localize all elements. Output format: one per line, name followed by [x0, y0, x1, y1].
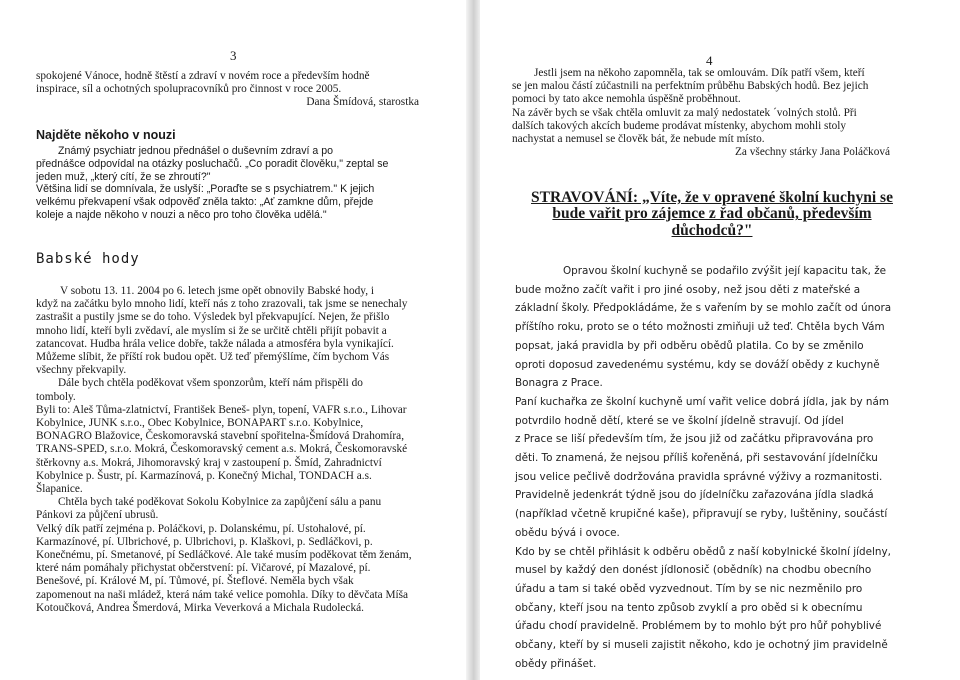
text-line: BONAGRO Blažovice, Českomoravská stavební spořitelna-Šmídová Drahomíra, [36, 430, 405, 443]
text-line: (například včetně krupičné kaše), připravují se ryby, luštěniny, součástí [515, 508, 888, 521]
text-line: velkému překvapení však odpověď zněla takto: „Ať zamkne dům, přejde [36, 196, 374, 209]
text-line: obědu bývá i ovoce. [515, 526, 620, 539]
headline-line: STRAVOVÁNÍ: „Víte, že v opravené školní kuchyni se [531, 189, 893, 206]
text-line: popsat, jaká pravidla by při odběru obědů platila. Co by se změnilo [515, 339, 864, 352]
text-line: dalších takových akcích budeme prodávat místenky, abychom mohli stoly [512, 119, 847, 132]
babske-hody-title: Babské hody [36, 251, 140, 267]
text-line: štěrkovny a.s. Mokrá, Jihomoravský kraj v zastoupení p. Šmíd, Zahradnictví [36, 456, 382, 469]
headline-line: bude vařit pro zájemce z řad občanů, především [552, 205, 872, 223]
closing-paragraph [512, 67, 890, 159]
text-line: inspirace, síl a ochotných spolupracovníků pro činnost v roce 2005. [36, 83, 342, 96]
text-line: úřadu chodí pravidelně. Problémem by to mohlo být pro hůř pohyblivé [515, 620, 882, 633]
right-page [480, 0, 960, 680]
text-line: Bonagra z Prace. [515, 377, 603, 390]
text-line: Byli to: Aleš Tůma-zlatnictví, František Beneš- plyn, topení, VAFR s.r.o., Lihovar [36, 403, 407, 416]
headline-line: důchodců?" [671, 221, 753, 239]
text-line: Karmazínové, pí. Ulbrichové, p. Ulbrichovi, p. Klaškovi, p. Sedláčkovi, p. [36, 535, 373, 548]
text-line: Šlapanice. [36, 483, 83, 496]
text-line: zapomenout na naši mládež, která nám také velice pomohla. Díky to děvčata Míša [36, 588, 409, 601]
text-line: jsou velice pečlivě dodržována pravidla správné výživy a rozmanitosti. [515, 470, 883, 483]
text-line: Kobylnice, JUNK s.r.o., Obec Kobylnice, BONAPART s.r.o. Kobylnice, [36, 417, 364, 430]
text-line: všechny překvapily. [36, 364, 127, 377]
text-line: Jestli jsem na někoho zapomněla, tak se omlouvám. Dík patří všem, kteří [534, 67, 865, 79]
text-line: potvrdilo hodně dětí, které se ve školní jídelně stravují. Od jídel [515, 414, 844, 427]
text-line: TRANS-SPED, s.r.o. Mokrá, Českomoravský cement a.s. Mokrá, Českomoravské [36, 443, 408, 456]
page-number: 3 [230, 48, 237, 63]
text-line: Kdo by se chtěl přihlásit k odběru obědů z naší kobylnické školní jídelny, [515, 545, 891, 558]
text-line: bude možno začít vařit i pro jiné osoby, než jsou děti z mateřské a [515, 283, 861, 296]
text-line: Velký dík patří zejména p. Poláčkovi, p. Dolanskému, pí. Ustohalové, pí. [36, 522, 366, 535]
text-line: pomoci by tato akce nemohla úspěšně proběhnout. [512, 93, 741, 106]
page-number: 4 [706, 53, 713, 68]
text-line: musel by každý den donést jídlonosič (obědník) na chodbu obecního [515, 564, 872, 577]
text-line: Paní kuchařka ze školní kuchyně umí vařit velice dobrá jídla, jak by nám [515, 395, 889, 408]
text-line: nachystat a nemusel se člověk bát, že nebude mít místo. [512, 133, 765, 146]
text-line: Kobylnice p. Šustr, pí. Karmazínová, p. Konečný Michal, TONDACH a.s. [36, 469, 372, 482]
text-line: příštího roku, proto se o této možnosti zmiňuji už teď. Chtěla bych Vám [515, 321, 885, 334]
text-line: když na začátku bylo mnoho lidí, kteří nás z toho zrazovali, tak jsme se nenechaly [36, 298, 408, 311]
text-line: V sobotu 13. 11. 2004 po 6. letech jsme opět obnovily Babské hody, i [60, 285, 374, 297]
text-line: které nám pomáhaly přichystat občerstvení: pí. Vičarové, pí Mazalové, pí. [36, 562, 371, 575]
section-title: Najděte někoho v nouzi [36, 128, 176, 142]
text-line: Můžeme slíbit, že příští rok budou opět. Už teď přemýšlíme, čím bychom Vás [36, 351, 390, 364]
intro-signature: Dana Šmídová, starostka [306, 96, 419, 109]
text-line: z Prace se liší především tím, že jsou již od začátku připravována pro [515, 433, 874, 446]
text-line: Většina lidí se domnívala, že uslyší: „Poraďte se s psychiatrem." K jejich [36, 183, 375, 196]
text-line: úřadu a tam si také oběd vyzvednout. Tím by se nic nezměnilo pro [515, 582, 863, 595]
text-line: Známý psychiatr jednou přednášel o duševním zdraví a po [58, 145, 333, 157]
text-line: Konečnému, pí. Smetanové, pí Sedláčkové. Ale také musím poděkovat těm ženám, [36, 549, 412, 562]
text-line: Na závěr bych se však chtěla omluvit za malý nedostatek ´volných stolů. Při [512, 106, 857, 119]
text-line: spokojené Vánoce, hodně štěstí a zdraví v novém roce a především hodně [36, 70, 370, 82]
text-line: zastrašit a pustily jsme se do toho. Výsledek byl překvapující. Nejen, že přišlo [36, 311, 390, 324]
intro-paragraph [36, 70, 419, 110]
text-line: oproti doposud zavedenému systému, kdy se dováží obědy z kuchyně [515, 358, 880, 371]
text-line: Benešové, pí. Králové M, pí. Tůmové, pí. Šteflové. Neměla bych však [36, 575, 354, 588]
text-line: občany, kteří by si museli zajistit někoho, kdo je ochotný jim pravidelně [515, 639, 888, 652]
text-line: koleje a najde někoho v nouzi a něco pro toho člověka udělá." [36, 208, 327, 221]
text-line: mnoho lidí, kteří byli zvědaví, ale myslím si že se určitě chtěli přijít pobavit a [36, 324, 387, 337]
text-line: Chtěla bych také poděkovat Sokolu Kobylnice za zapůjčení sálu a panu [58, 496, 382, 509]
closing-signature: Za všechny stárky Jana Poláčková [735, 146, 890, 159]
text-line: tomboly. [36, 390, 76, 403]
text-line: Pravidelně jedenkrát týdně jsou do jídelníčku zařazována jídla sladká [515, 489, 874, 502]
handwritten-article [515, 262, 907, 673]
text-line: jeden muž, „který cítí, že se zhroutí?" [36, 170, 211, 183]
text-line: základní školy. Předpokládáme, že s vařením by se mohlo začít od února [515, 302, 892, 315]
text-line: Dále bych chtěla poděkovat všem sponzorům, kteří nám přispěli do [58, 377, 363, 390]
anecdote-paragraph [36, 145, 419, 222]
stravovani-headline [512, 190, 912, 239]
text-line: zatancovat. Hudba hrála velice dobře, takže nálada a atmosféra byla vynikající. [36, 337, 394, 350]
text-line: občany, kteří jsou na tento způsob zvyklí a pro oběd si k obecnímu [515, 601, 863, 614]
left-page [0, 0, 466, 680]
text-line: obědy přinášet. [515, 657, 597, 670]
text-line: děti. To znamená, že nejsou příliš kořeněná, při sestavování jídelníčku [515, 452, 878, 465]
text-line: přednášce odpovídal na otázky posluchačů. „Co poradit člověku," zeptal se [36, 157, 389, 170]
text-line: se jen malou částí zúčastnili na perfektním průběhu Babských hodů. Bez jejich [512, 80, 869, 93]
text-line: Opravou školní kuchyně se podařilo zvýšit její kapacitu tak, že [563, 265, 887, 277]
babske-hody-article [36, 285, 419, 615]
text-line: Kotoučková, Andrea Šmerdová, Mirka Veverková a Michala Rudolecká. [36, 601, 364, 614]
text-line: Pánkovi za půjčení ubrusů. [36, 509, 159, 522]
book-gutter [466, 0, 480, 680]
